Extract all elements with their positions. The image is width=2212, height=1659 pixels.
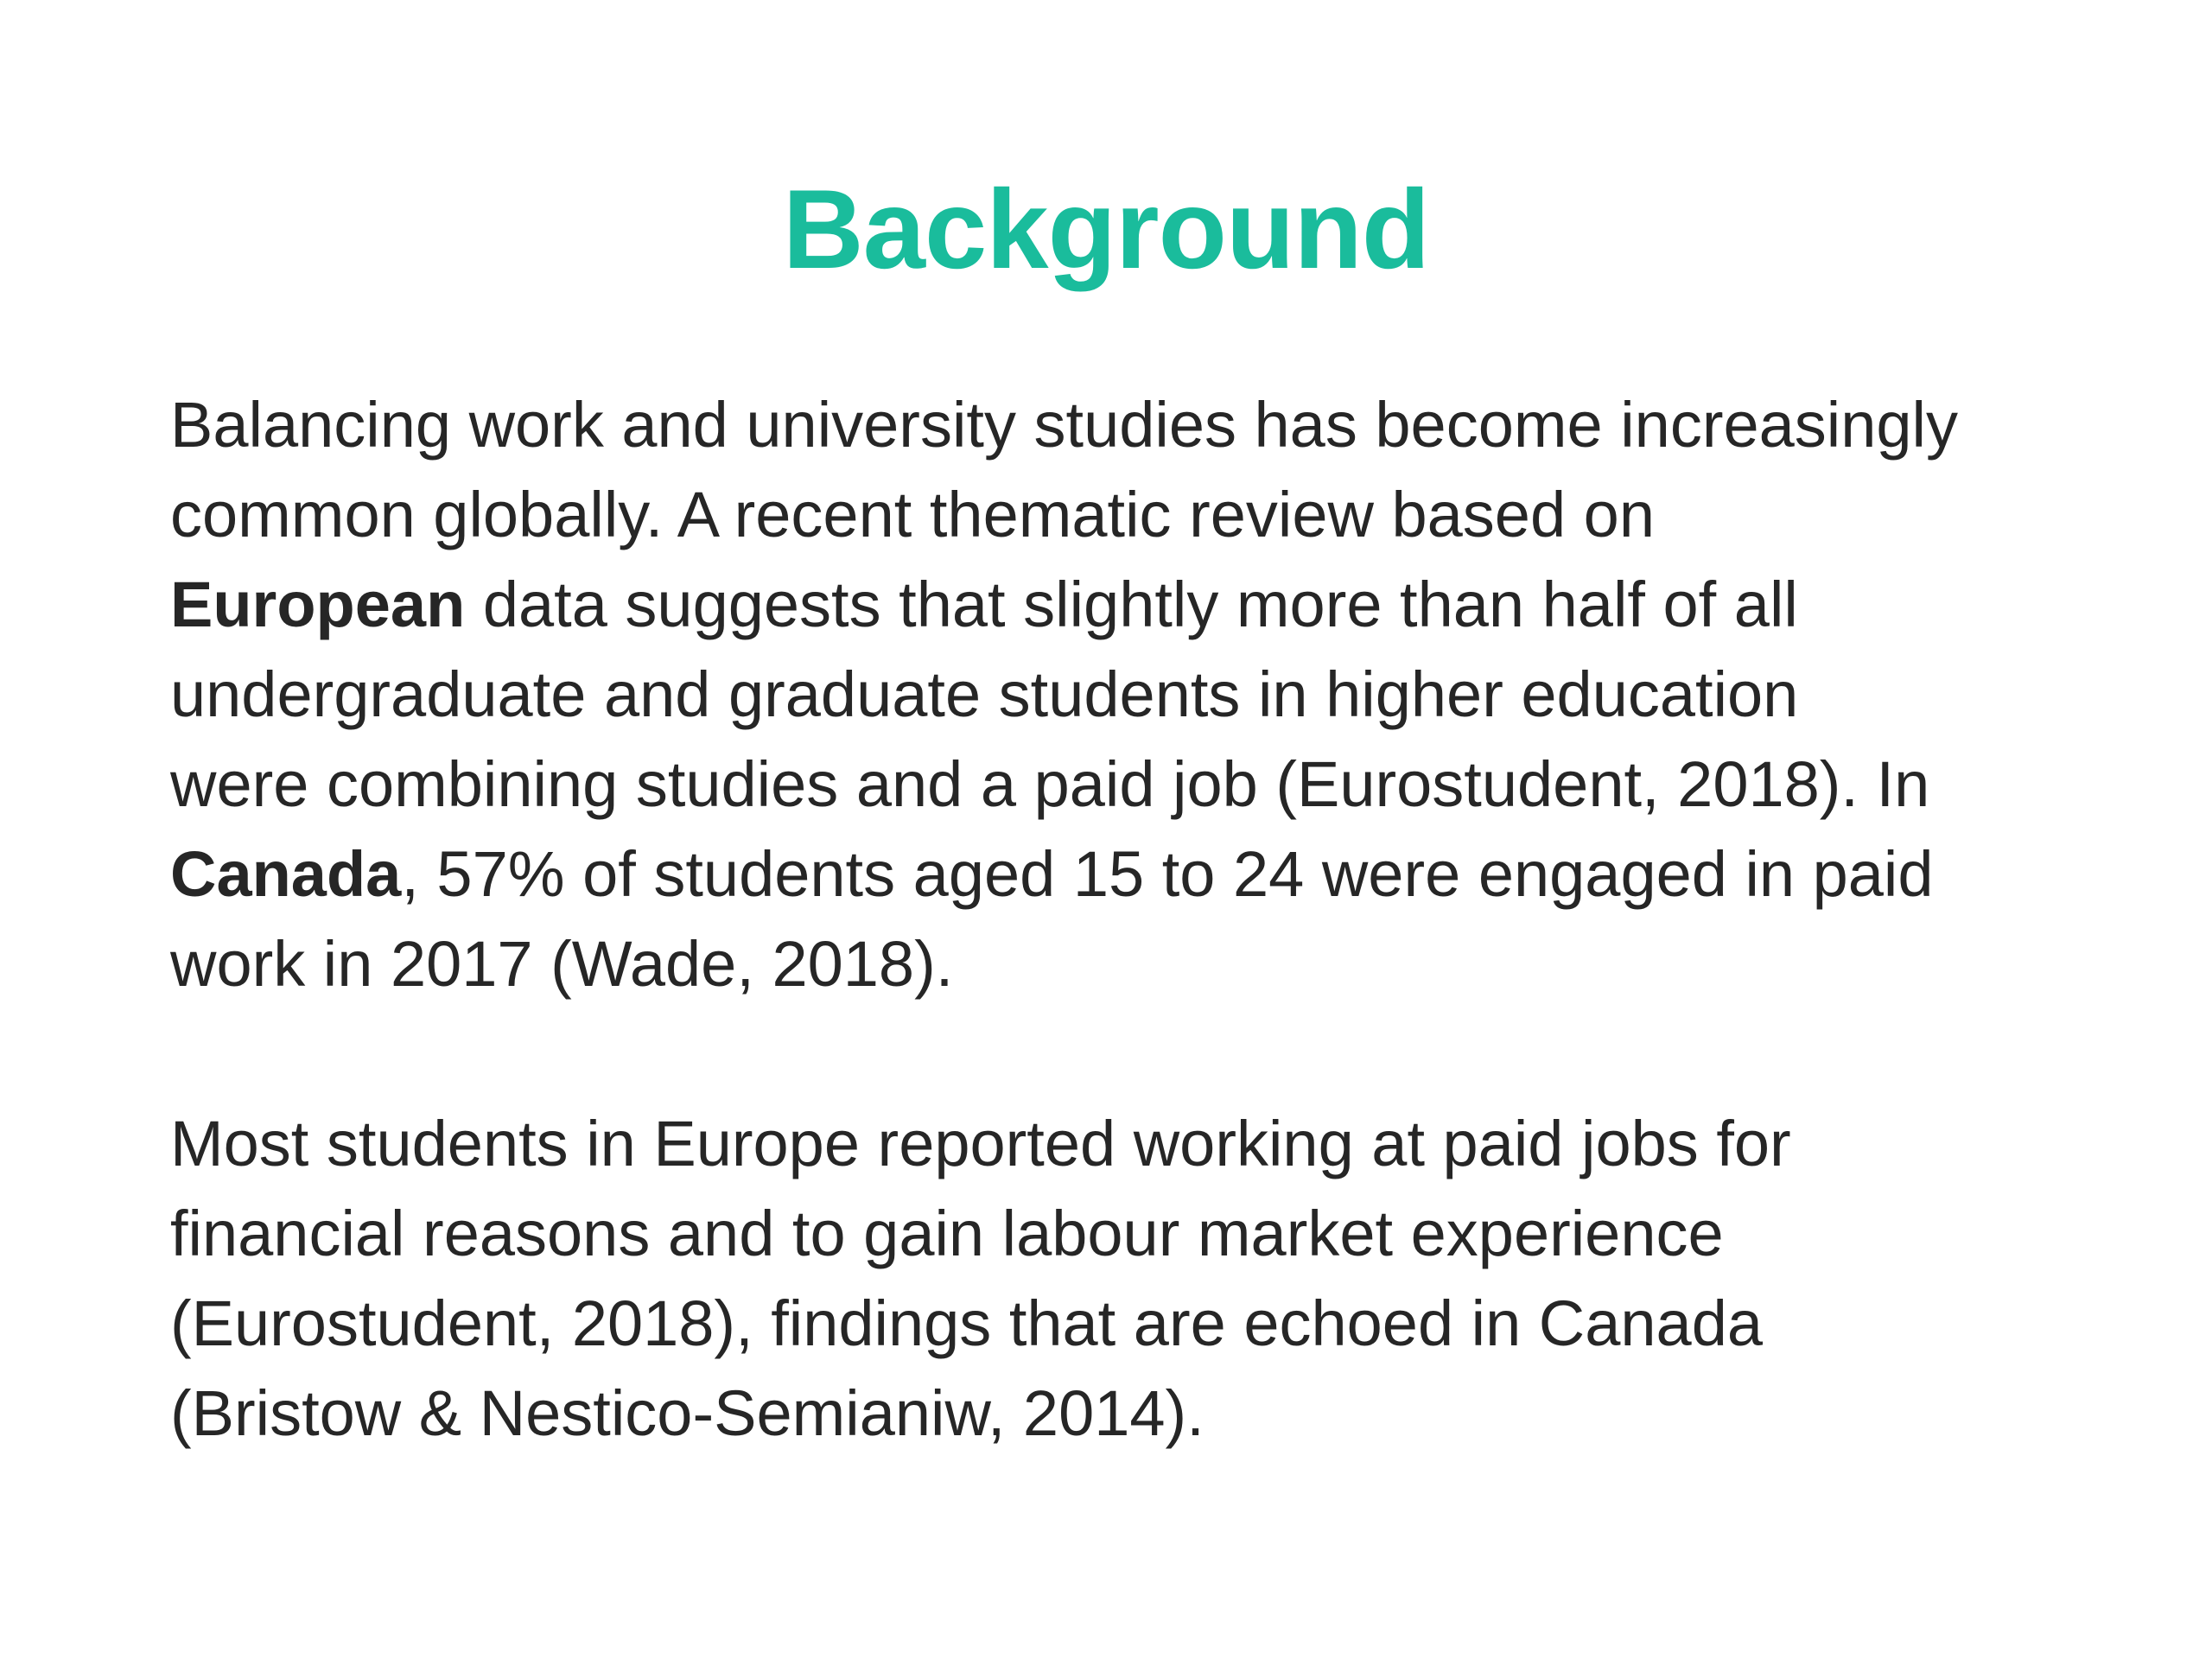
paragraph-2	[170, 1099, 2106, 1459]
text-run: data suggests that slightly more than half of all	[465, 569, 1798, 640]
text-line	[170, 830, 2106, 919]
slide-title: Background	[782, 166, 1430, 292]
text-line	[170, 560, 2106, 650]
bold-term-european: European	[170, 569, 466, 640]
text-line: Balancing work and university studies has become increasingly	[170, 389, 1958, 461]
text-line: work in 2017 (Wade, 2018).	[170, 928, 954, 1000]
text-line: were combining studies and a paid job (Eurostudent, 2018). In	[170, 748, 1930, 820]
text-line: common globally. A recent thematic review based on	[170, 479, 1655, 550]
text-line: (Bristow & Nestico-Semianiw, 2014).	[170, 1377, 1205, 1449]
text-line: financial reasons and to gain labour market experience	[170, 1198, 1724, 1269]
slide-body	[170, 380, 2106, 1459]
bold-term-canada: Canada	[170, 838, 402, 910]
paragraph-1	[170, 380, 2106, 1009]
text-run: , 57% of students aged 15 to 24 were engaged in paid	[401, 838, 1934, 910]
text-line: undergraduate and graduate students in higher education	[170, 658, 1799, 730]
text-line: (Eurostudent, 2018), findings that are echoed in Canada	[170, 1287, 1764, 1359]
text-line: Most students in Europe reported working at paid jobs for	[170, 1108, 1791, 1179]
